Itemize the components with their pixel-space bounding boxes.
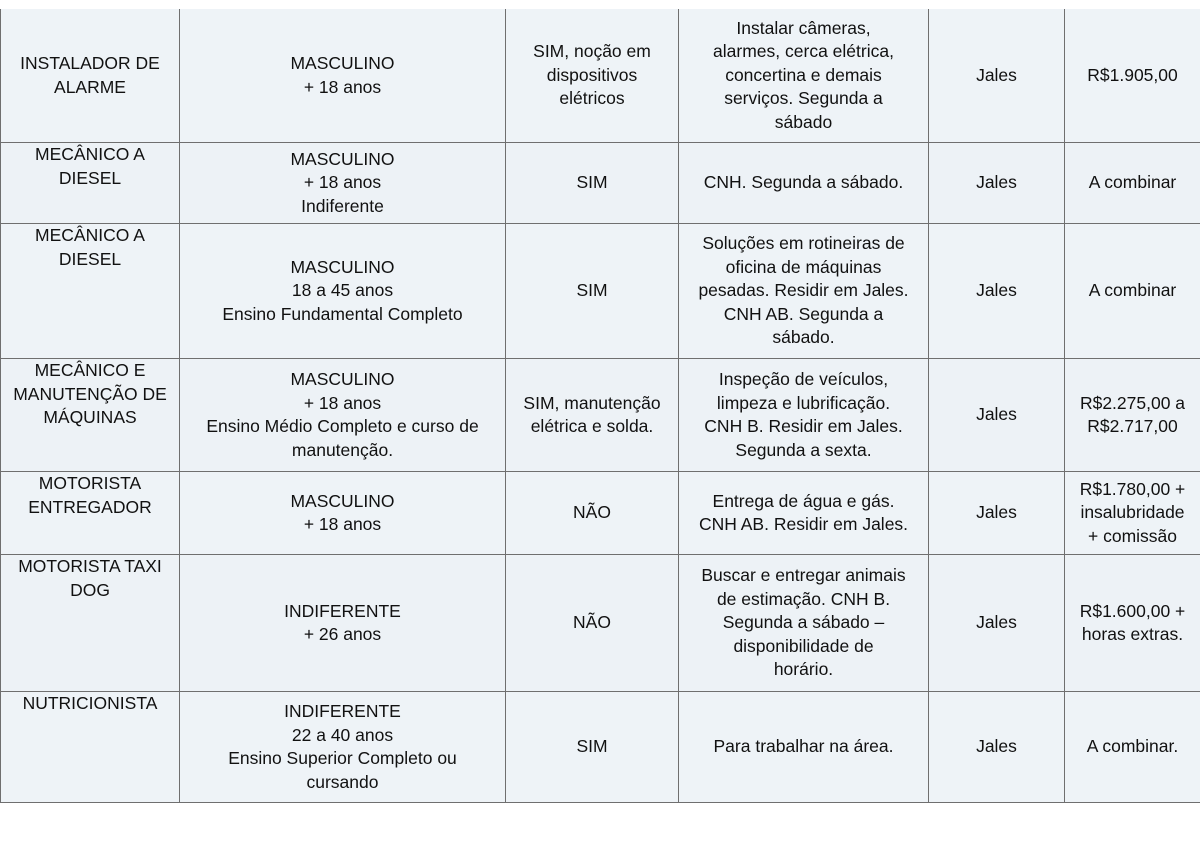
table-row [1,143,1200,224]
job-salary: A combinar. [1086,736,1179,757]
profile-cell [180,143,506,224]
job-profile: MASCULINO + 18 anos [290,53,395,97]
job-profile: MASCULINO + 18 anos Indiferente [290,148,395,216]
job-role: MECÂNICO A DIESEL [35,144,145,188]
experience-cell [506,472,679,555]
table-row [1,9,1200,143]
job-role-cell [1,359,180,472]
job-city: Jales [976,404,1017,425]
job-profile: MASCULINO 18 a 45 anos Ensino Fundamental Completo [222,256,463,324]
experience-cell [506,692,679,803]
job-salary: A combinar [1088,172,1177,193]
requirements-cell [679,555,929,692]
job-salary: R$1.780,00 + insalubridade + comissão [1079,478,1186,546]
job-experience: SIM, manutenção elétrica e solda. [523,392,661,436]
table-row [1,692,1200,803]
salary-cell [1065,472,1200,555]
job-role-cell [1,143,180,224]
job-role-cell [1,224,180,359]
salary-cell [1065,224,1200,359]
salary-cell [1065,692,1200,803]
experience-cell [506,555,679,692]
job-role: MECÂNICO A DIESEL [35,225,145,269]
job-salary: R$1.600,00 + horas extras. [1079,600,1186,644]
table-row [1,472,1200,555]
job-profile: MASCULINO + 18 anos Ensino Médio Completo e curso de manutenção. [206,369,479,460]
requirements-cell [679,224,929,359]
salary-cell [1065,555,1200,692]
requirements-cell [679,472,929,555]
requirements-cell [679,359,929,472]
job-profile: INDIFERENTE 22 a 40 anos Ensino Superior Completo ou cursando [228,701,457,792]
city-cell [929,555,1065,692]
job-city: Jales [976,172,1017,193]
job-experience: NÃO [573,502,611,523]
experience-cell [506,9,679,143]
job-requirements: Soluções em rotineiras de oficina de máquinas pesadas. Residir em Jales. CNH AB. Segunda a sábado. [698,233,909,348]
city-cell [929,143,1065,224]
job-role-cell [1,9,180,143]
experience-cell [506,143,679,224]
profile-cell [180,692,506,803]
job-listings-table [0,9,1200,803]
job-role: NUTRICIONISTA [22,693,158,713]
job-role: MECÂNICO E MANUTENÇÃO DE MÁQUINAS [13,360,167,427]
requirements-cell [679,143,929,224]
table-row [1,224,1200,359]
profile-cell [180,472,506,555]
salary-cell [1065,359,1200,472]
job-requirements: Inspeção de veículos, limpeza e lubrificação. CNH B. Residir em Jales. Segunda a sexta. [704,369,903,460]
table-row [1,555,1200,692]
job-role: INSTALADOR DE ALARME [20,53,160,97]
job-experience: NÃO [573,612,611,633]
profile-cell [180,9,506,143]
city-cell [929,224,1065,359]
job-salary: R$1.905,00 [1087,64,1178,85]
job-city: Jales [976,736,1017,757]
job-requirements: Para trabalhar na área. [713,736,894,757]
job-experience: SIM, noção em dispositivos elétricos [533,41,651,109]
job-city: Jales [976,502,1017,523]
job-role-cell [1,555,180,692]
job-profile: INDIFERENTE + 26 anos [284,600,401,644]
city-cell [929,359,1065,472]
city-cell [929,9,1065,143]
job-salary: A combinar [1088,280,1177,301]
job-role: MOTORISTA ENTREGADOR [28,473,152,517]
table-row [1,359,1200,472]
job-salary: R$2.275,00 a R$2.717,00 [1079,392,1186,436]
job-requirements: CNH. Segunda a sábado. [703,172,904,193]
city-cell [929,472,1065,555]
job-experience: SIM [576,172,608,193]
job-role: MOTORISTA TAXI DOG [18,556,162,600]
profile-cell [180,224,506,359]
job-requirements: Entrega de água e gás. CNH AB. Residir em Jales. [698,490,909,534]
job-experience: SIM [576,736,608,757]
profile-cell [180,555,506,692]
profile-cell [180,359,506,472]
job-profile: MASCULINO + 18 anos [290,490,395,534]
job-requirements: Buscar e entregar animais de estimação. CNH B. Segunda a sábado – disponibilidade de horário. [701,565,906,680]
job-role-cell [1,692,180,803]
job-role-cell [1,472,180,555]
table-body [1,9,1200,803]
salary-cell [1065,143,1200,224]
job-city: Jales [976,612,1017,633]
requirements-cell [679,9,929,143]
job-city: Jales [976,64,1017,85]
job-city: Jales [976,280,1017,301]
salary-cell [1065,9,1200,143]
city-cell [929,692,1065,803]
job-experience: SIM [576,280,608,301]
experience-cell [506,359,679,472]
experience-cell [506,224,679,359]
job-requirements: Instalar câmeras, alarmes, cerca elétrica, concertina e demais serviços. Segunda a sábado [713,17,894,132]
requirements-cell [679,692,929,803]
